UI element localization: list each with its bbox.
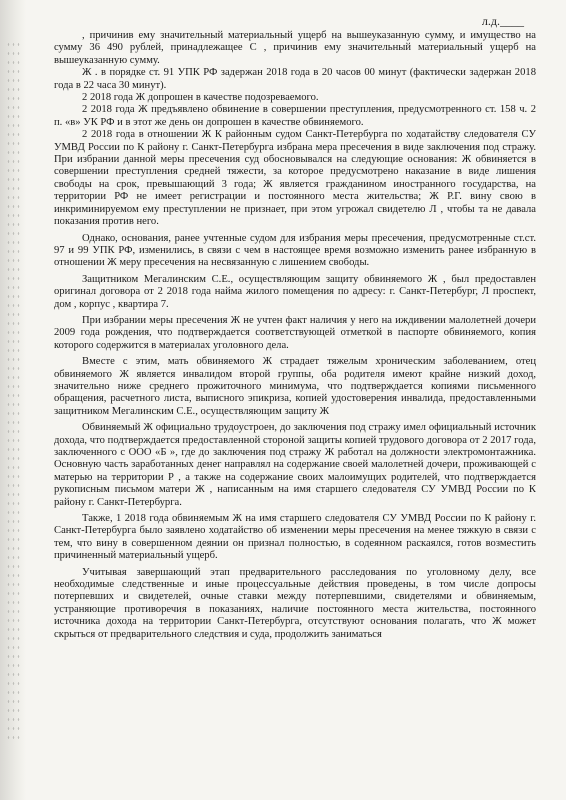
- paragraph-11: Также, 1 2018 года обвиняемым Ж на имя старшего следователя СУ УМВД России по К району г. Санкт-Петербурга было заявлено ходатайство об изменении меры пресечения на менее тяжкую в связи с тем, что вину в совершенном деянии он признал полностью, в содеянном раскаялся, готов возместить причиненный материальный ущерб.: [54, 513, 536, 562]
- paragraph-6: Однако, основания, ранее учтенные судом для избрания меры пресечения, предусмотренные ст.ст. 97 и 99 УПК РФ, изменились, в связи с чем в настоящее время возможно изменить ранее избранную в отношении Ж меру пресечения на несвязанную с лишением свободы.: [54, 232, 536, 269]
- paragraph-9: Вместе с этим, мать обвиняемого Ж страдает тяжелым хроническим заболеванием, отец обвиняемого Ж является инвалидом второй группы, оба родителя имеют крайне низкий доход, значительно ниже среднего прожиточного минимума, что подтверждается копиями письменного обращения, расчетного листа, выписного эпикриза, копией удостоверения инвалида, предоставленными защитником Мегалинским С.Е., осуществляющим защиту Ж: [54, 356, 536, 417]
- document-body: [54, 30, 536, 641]
- paragraph-4: 2 2018 года Ж предъявлено обвинение в совершении преступления, предусмотренного ст. 158 ч. 2 п. «в» УК РФ и в этот же день он допрошен в качестве обвиняемого.: [54, 104, 536, 128]
- paragraph-10: Обвиняемый Ж официально трудоустроен, до заключения под стражу имел официальный источник дохода, что подтверждается предоставленной стороной защиты копией трудового договора от 2 2017 года, заключенного с ООО «Б », где до заключения под стражу Ж работал на должности электромонтажника. Основную часть заработанных денег направлял на содержание своей малолетней дочери, проживающей с матерью на территории Р , а также на содержание своих малоимущих родителей, что подтверждается рукописным письмом матери Ж , написанным на имя старшего следователя СУ УМВД России по К району г. Санкт-Петербурга.: [54, 422, 536, 508]
- paragraph-8: При избрании меры пресечения Ж не учтен факт наличия у него на иждивении малолетней дочери 2009 года рождения, что подтверждается соответствующей отметкой в паспорте обвиняемого, копия которого содержится в материалах уголовного дела.: [54, 314, 536, 351]
- binding-holes: [6, 40, 20, 740]
- paragraph-3: 2 2018 года Ж допрошен в качестве подозреваемого.: [82, 92, 319, 104]
- paragraph-5: 2 2018 года в отношении Ж К районным судом Санкт-Петербурга по ходатайству следователя СУ УМВД России по К району г. Санкт-Петербурга избрана мера пресечения в виде заключения под стражу. При избрании данной меры пресечения суд обосновывался на следующие основания: Ж обвиняется в совершении преступления средней тяжести, за которое предусмотрено наказание в виде лишения свободы на срок, превышающий 3 года; Ж является гражданином иностранного государства, на территории РФ не имеет регистрации и постоянного места жительства; Ж Р.Г. вину свою в инкриминируемом ему преступлении не признает, при этом угрожал свидетелю Л , чтобы та не давала показания против него.: [54, 129, 536, 228]
- paragraph-2: Ж . в порядке ст. 91 УПК РФ задержан 2018 года в 20 часов 00 минут (фактически задержан 2018 года в 22 часа 30 минут).: [54, 67, 536, 91]
- case-file-reference: л.д.____: [481, 14, 524, 28]
- paragraph-1: , причинив ему значительный материальный ущерб на вышеуказанную сумму, и имущество на сумму 36 490 рублей, принадлежащее С , причинив ему значительный материальный ущерб на вышеуказанную сумму.: [54, 30, 536, 66]
- paragraph-7: Защитником Мегалинским С.Е., осуществляющим защиту обвиняемого Ж , был предоставлен оригинал договора от 2 2018 года найма жилого помещения по адресу: г. Санкт-Петербург, Л проспект, дом , корпус , квартира 7.: [54, 273, 536, 310]
- paragraph-12: Учитывая завершающий этап предварительного расследования по уголовному делу, все необходимые следственные и иные процессуальные действия проведены, в том числе допросы потерпевших и свидетелей, очные ставки между потерпевшими, свидетелями и обвиняемым, устраняющие противоречия в показаниях, наличие постоянного места жительства, постоянного источника дохода на территории Санкт-Петербурга, отсутствуют основания полагать, что Ж может скрыться от предварительного следствия и суда, продолжить заниматься: [54, 566, 536, 640]
